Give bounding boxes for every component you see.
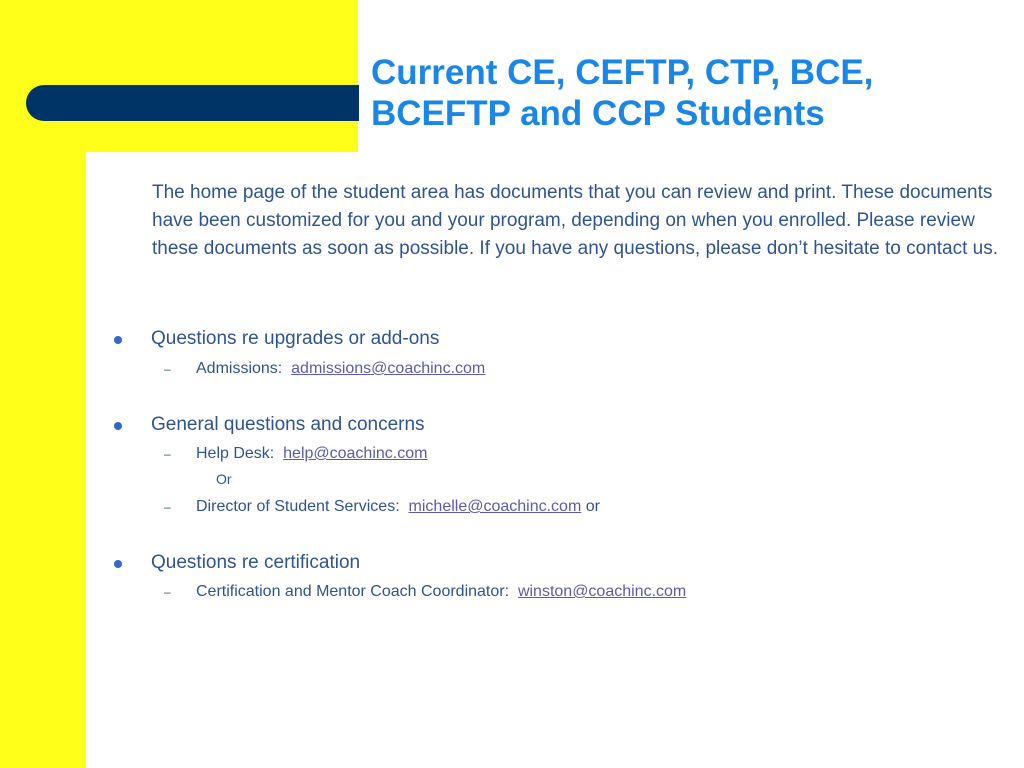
or-separator: Or	[216, 471, 232, 487]
coordinator-email-link[interactable]: winston@coachinc.com	[517, 583, 687, 600]
bullet-text: General questions and concerns	[151, 414, 425, 435]
sub-item-content	[196, 582, 686, 602]
slide-title	[371, 52, 1011, 134]
bullet-text: Questions re certification	[151, 552, 361, 573]
intro-paragraph: The home page of the student area has documents that you can review and print. These documents have been customized for you and your program, depending on when you enrolled. Please review these documents as soon as possible. If you have any questions, please don’t hesitate to contact us.	[152, 182, 999, 259]
sub-item-label: Help Desk:	[196, 445, 275, 462]
navy-title-bar-decoration	[26, 85, 359, 121]
sub-item-label: Admissions:	[196, 360, 283, 377]
bullet-dot-icon	[114, 422, 122, 430]
dash-icon: –	[164, 362, 171, 376]
help-desk-email-link[interactable]: help@coachinc.com	[283, 445, 428, 462]
sub-item-suffix: or	[585, 498, 600, 515]
bullet-dot-icon	[114, 336, 122, 344]
title-line-2: BCEFTP and CCP Students	[371, 94, 825, 133]
yellow-header-decoration	[0, 0, 358, 152]
admissions-email-link[interactable]: admissions@coachinc.com	[291, 360, 486, 377]
sub-item-label: Certification and Mentor Coach Coordinator:	[196, 583, 510, 600]
sub-item-content	[196, 359, 485, 379]
sub-item-label: Director of Student Services:	[196, 498, 400, 515]
sub-item-content	[196, 497, 600, 517]
director-email-link[interactable]: michelle@coachinc.com	[408, 498, 582, 515]
dash-icon: –	[164, 585, 171, 599]
dash-icon: –	[164, 447, 171, 461]
sub-item-content	[196, 444, 427, 464]
title-line-1: Current CE, CEFTP, CTP, BCE,	[371, 53, 874, 92]
bullet-dot-icon	[114, 560, 122, 568]
dash-icon: –	[164, 500, 171, 514]
bullet-text: Questions re upgrades or add-ons	[151, 328, 440, 349]
